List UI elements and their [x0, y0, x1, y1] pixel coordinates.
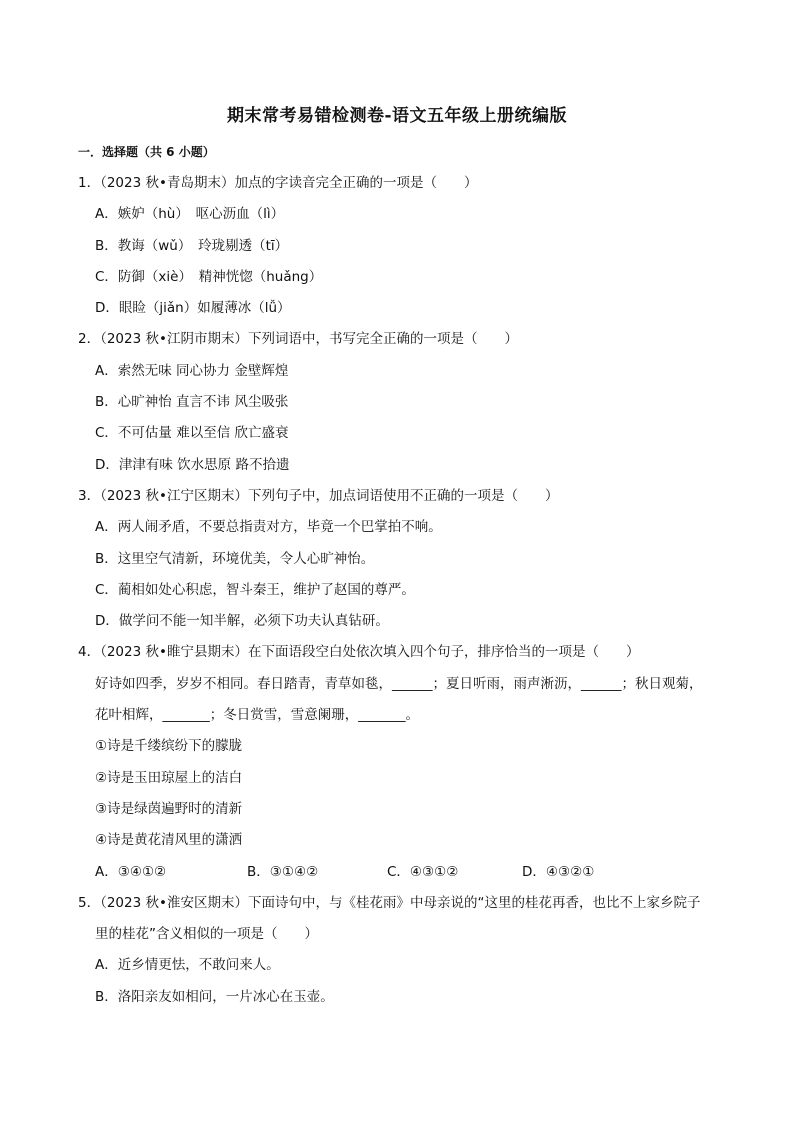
question-1-option-c: C．防御（xiè） 精神恍惚（huǎng） — [95, 268, 323, 285]
question-4-item-3: ③诗是绿茵遍野时的清新 — [95, 800, 243, 817]
question-3-option-c: C．蔺相如处心积虑，智斗秦王，维护了赵国的尊严。 — [95, 581, 415, 598]
question-2-option-c: C．不可估量 难以至信 欣亡盛衰 — [95, 425, 289, 442]
question-1-stem: 1．（2023 秋•青岛期末）加点的字读音完全正确的一项是（ ） — [78, 175, 478, 191]
question-4-choices — [78, 857, 738, 888]
section-header: 一．选择题（共 6 小题） — [78, 145, 215, 159]
question-4-choice-a: A．③④①② — [95, 863, 167, 880]
question-4-stem: 4．（2023 秋•睢宁县期末）在下面语段空白处依次填入四个句子，排序恰当的一项是（ ） — [78, 644, 640, 661]
question-3-option-a: A．两人闹矛盾，不要总指责对方，毕竟一个巴掌拍不响。 — [95, 519, 442, 536]
question-4-passage-line-1: 好诗如四季，岁岁不相同。春日踏青，青草如毯，______；夏日听雨，雨声淅沥，______；秋日观菊， — [95, 675, 703, 692]
question-3-stem: 3．（2023 秋•江宁区期末）下列句子中，加点词语使用不正确的一项是（ ） — [78, 487, 559, 504]
question-3-option-d: D．做学问不能一知半解，必须下功夫认真钻研。 — [95, 613, 389, 630]
question-1-option-a: A．嫉妒（hù） 呕心沥血（lì） — [95, 206, 285, 223]
question-1-option-d: D．眼睑（jiǎn）如履薄冰（lǚ） — [95, 300, 291, 317]
question-3-option-b: B．这里空气清新，环境优美，令人心旷神怡。 — [95, 550, 375, 567]
question-5-option-a: A．近乡情更怯，不敢问来人。 — [95, 957, 280, 974]
question-4-choice-c: C．④③①② — [387, 863, 459, 880]
question-list — [78, 168, 738, 1013]
question-5-option-b: B．洛阳亲友如相问，一片冰心在玉壶。 — [95, 988, 334, 1005]
question-4-item-1: ①诗是千缕缤纷下的朦胧 — [95, 738, 243, 755]
question-4-choice-b: B．③①④② — [247, 863, 319, 880]
question-4-choice-d: D．④③②① — [522, 863, 595, 880]
question-2-option-b: B．心旷神怡 直言不讳 风尘吸张 — [95, 394, 289, 411]
question-4-item-2: ②诗是玉田琼屋上的洁白 — [95, 769, 243, 786]
question-5-stem-line-1: 5．（2023 秋•淮安区期末）下面诗句中，与《桂花雨》中母亲说的“这里的桂花再香，也比不上家乡院子 — [78, 894, 701, 911]
question-2-option-d: D．津津有味 饮水思原 路不拾遗 — [95, 456, 290, 473]
page-title: 期末常考易错检测卷-语文五年级上册统编版 — [226, 106, 568, 126]
question-5-stem-line-2: 里的桂花”含义相似的一项是（ ） — [95, 926, 318, 943]
question-2-option-a: A．索然无味 同心协力 金壁辉煌 — [95, 362, 289, 379]
question-4-passage-line-2: 花叶相辉，_______；冬日赏雪，雪意阑珊，_______。 — [95, 707, 419, 724]
question-2-stem: 2．（2023 秋•江阴市期末）下列词语中，书写完全正确的一项是（ ） — [78, 331, 518, 348]
question-1-option-b: B．教诲（wǔ） 玲珑剔透（tī） — [95, 237, 289, 254]
question-4-item-4: ④诗是黄花清风里的潇洒 — [95, 832, 243, 849]
